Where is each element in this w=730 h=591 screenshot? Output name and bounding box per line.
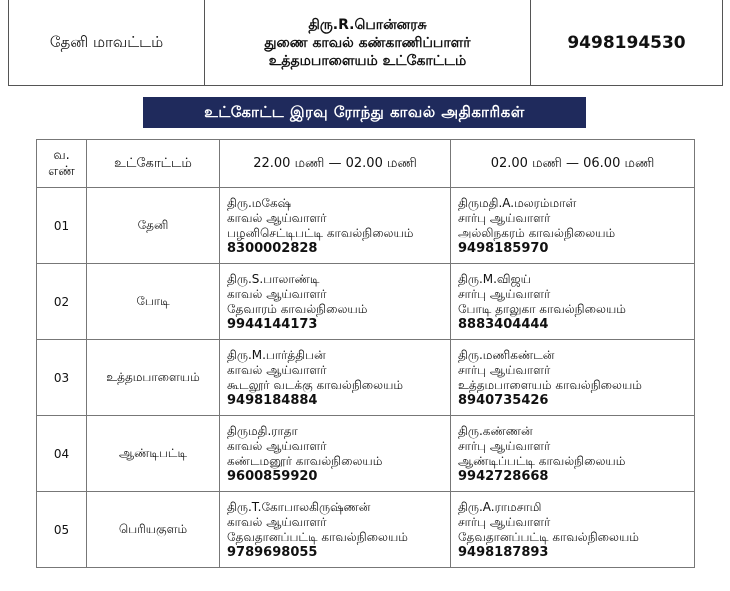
- header-box: [8, 0, 723, 86]
- officer-info: [205, 0, 531, 85]
- officer-name: திரு.மகேஷ்: [227, 195, 292, 210]
- cell-division: ஆண்டிபட்டி: [87, 416, 220, 492]
- section-title-banner: உட்கோட்ட இரவு ரோந்து காவல் அதிகாரிகள்: [143, 97, 586, 128]
- cell-shift2-officer: [451, 492, 695, 568]
- officer-rank: சார்பு ஆய்வாளர்: [458, 438, 551, 453]
- officer-station: தேவதானப்பட்டி காவல்நிலையம்: [458, 529, 639, 544]
- header-division: உட்கோட்டம்: [87, 140, 220, 188]
- officer-block: [451, 196, 694, 256]
- officer-block: [451, 348, 694, 408]
- header-sno-line1: வ.: [53, 147, 70, 163]
- officer-name: திருமதி.A.மலரம்மாள்: [458, 195, 577, 210]
- cell-division: உத்தமபாளையம்: [87, 340, 220, 416]
- header-shift1: 22.00 மணி — 02.00 மணி: [220, 140, 451, 188]
- officer-block: [451, 272, 694, 332]
- officer-block: [220, 272, 450, 332]
- cell-shift1-officer: [220, 492, 451, 568]
- officer-name: திரு.கண்ணன்: [458, 423, 533, 438]
- officer-rank: சார்பு ஆய்வாளர்: [458, 362, 551, 377]
- cell-shift1-officer: [220, 188, 451, 264]
- cell-division: போடி: [87, 264, 220, 340]
- officer-station: அல்லிநகரம் காவல்நிலையம்: [458, 225, 616, 240]
- cell-sno: 03: [37, 340, 87, 416]
- officer-rank: காவல் ஆய்வாளர்: [227, 210, 327, 225]
- officer-block: [220, 424, 450, 484]
- header-sno: [37, 140, 87, 188]
- officer-name: திரு.S.பாலாண்டி: [227, 271, 320, 286]
- officer-phone: 9498194530: [567, 32, 686, 53]
- officer-name: திருமதி.ராதா: [227, 423, 298, 438]
- officer-phone: 9498184884: [227, 392, 318, 408]
- officer-rank: சார்பு ஆய்வாளர்: [458, 286, 551, 301]
- officer-name: திரு.T.கோபாலகிருஷ்ணன்: [227, 499, 371, 514]
- officer-block: [220, 348, 450, 408]
- officer-rank: காவல் ஆய்வாளர்: [227, 286, 327, 301]
- officer-block: [220, 500, 450, 560]
- cell-shift2-officer: [451, 188, 695, 264]
- table-row: [37, 492, 695, 568]
- officer-rank: காவல் ஆய்வாளர்: [227, 514, 327, 529]
- officer-station: கூடலூர் வடக்கு காவல்நிலையம்: [227, 377, 404, 392]
- cell-shift2-officer: [451, 416, 695, 492]
- officer-station: ஆண்டிப்பட்டி காவல்நிலையம்: [458, 453, 626, 468]
- table-row: [37, 188, 695, 264]
- cell-sno: 05: [37, 492, 87, 568]
- cell-shift1-officer: [220, 416, 451, 492]
- cell-division: பெரியகுளம்: [87, 492, 220, 568]
- officer-phone: 9789698055: [227, 544, 318, 560]
- officer-block: [220, 196, 450, 256]
- officer-rank: காவல் ஆய்வாளர்: [227, 438, 327, 453]
- officer-phone: 9942728668: [458, 468, 549, 484]
- officer-station: போடி தாலுகா காவல்நிலையம்: [458, 301, 626, 316]
- cell-shift2-officer: [451, 264, 695, 340]
- officer-station: பழனிசெட்டிபட்டி காவல்நிலையம்: [227, 225, 414, 240]
- officer-station: தேவதானப்பட்டி காவல்நிலையம்: [227, 529, 408, 544]
- table-header-row: [37, 140, 695, 188]
- officer-block: [451, 500, 694, 560]
- officer-phone: 9498187893: [458, 544, 549, 560]
- officer-name: திரு.M.விஜய்: [458, 271, 531, 286]
- cell-sno: 02: [37, 264, 87, 340]
- officer-rank: துணை காவல் கண்காணிப்பாளர்: [264, 34, 471, 51]
- cell-shift1-officer: [220, 264, 451, 340]
- officer-station: தேவாரம் காவல்நிலையம்: [227, 301, 368, 316]
- header-shift2: 02.00 மணி — 06.00 மணி: [451, 140, 695, 188]
- table-row: [37, 340, 695, 416]
- officer-division: உத்தமபாளையம் உட்கோட்டம்: [268, 52, 467, 69]
- table-row: [37, 264, 695, 340]
- officer-phone: 9498185970: [458, 240, 549, 256]
- cell-sno: 04: [37, 416, 87, 492]
- header-sno-line2: எண்: [48, 163, 75, 179]
- officer-rank: சார்பு ஆய்வாளர்: [458, 514, 551, 529]
- officer-name: திரு.A.ராமசாமி: [458, 499, 542, 514]
- officer-rank: காவல் ஆய்வாளர்: [227, 362, 327, 377]
- officer-phone: 9944144173: [227, 316, 318, 332]
- officer-phone: 9600859920: [227, 468, 318, 484]
- night-patrol-table: [36, 139, 695, 568]
- officer-rank: சார்பு ஆய்வாளர்: [458, 210, 551, 225]
- cell-shift1-officer: [220, 340, 451, 416]
- cell-division: தேனி: [87, 188, 220, 264]
- officer-block: [451, 424, 694, 484]
- cell-sno: 01: [37, 188, 87, 264]
- district-name: தேனி மாவட்டம்: [9, 0, 205, 85]
- officer-name: திரு.மணிகண்டன்: [458, 347, 555, 362]
- cell-shift2-officer: [451, 340, 695, 416]
- officer-name: திரு.R.பொன்னரசு: [308, 16, 427, 33]
- officer-phone: 8300002828: [227, 240, 318, 256]
- table-row: [37, 416, 695, 492]
- officer-station: உத்தமபாளையம் காவல்நிலையம்: [458, 377, 642, 392]
- officer-phone: 8940735426: [458, 392, 549, 408]
- officer-name: திரு.M.பார்த்திபன்: [227, 347, 326, 362]
- officer-phone: 8883404444: [458, 316, 549, 332]
- officer-station: கண்டமனூர் காவல்நிலையம்: [227, 453, 383, 468]
